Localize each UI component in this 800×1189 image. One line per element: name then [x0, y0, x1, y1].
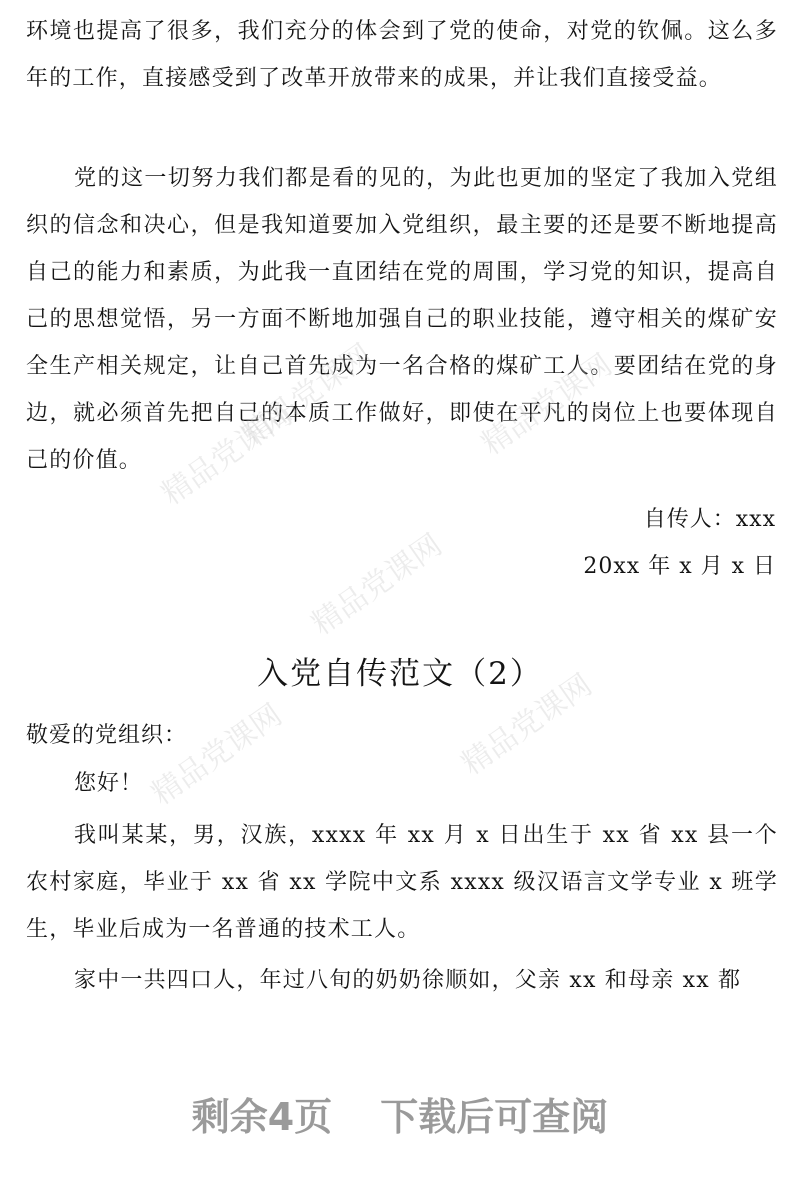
watermark-1: 精品党课网	[235, 337, 379, 453]
greeting: 您好！	[74, 771, 144, 796]
watermark-5: 精品党课网	[145, 697, 289, 813]
watermark-2: 精品党课网	[475, 347, 619, 463]
download-label: 下载后可查阅	[380, 1095, 609, 1139]
remaining-pages-label: 剩余4页	[191, 1095, 333, 1139]
watermark-3: 精品党课网	[155, 397, 299, 513]
signature-name: 自传人：xxx	[643, 507, 776, 532]
paragraph-3: 我叫某某，男，汉族，xxxx 年 xx 月 x 日出生于 xx 省 xx 县一个农村家庭，毕业于 xx 省 xx 学院中文系 xxxx 级汉语言文学专业 x 班学生，毕业后成为一名普通的技术工人。	[26, 823, 778, 942]
paragraph-2: 党的这一切努力我们都是看的见的，为此也更加的坚定了我加入党组织的信念和决心，但是我知道要加入党组织，最主要的还是要不断地提高自己的能力和素质，为此我一直团结在党的周围，学习党的知识，提高自己的思想觉悟，另一方面不断地加强自己的职业技能，遵守相关的煤矿安全生产相关规定，让自己首先成为一名合格的煤矿工人。要团结在党的身边，就必须首先把自己的本质工作做好，即使在平凡的岗位上也要体现自己的价值。	[26, 166, 778, 473]
watermark-4: 精品党课网	[305, 527, 449, 643]
paragraph-4: 家中一共四口人，年过八旬的奶奶徐顺如，父亲 xx 和母亲 xx 都	[74, 968, 742, 993]
section-title: 入党自传范文（2）	[257, 656, 543, 692]
paragraph-1: 环境也提高了很多，我们充分的体会到了党的使命，对党的钦佩。这么多年的工作，直接感受到了改革开放带来的成果，并让我们直接受益。	[26, 19, 778, 91]
salutation: 敬爱的党组织：	[26, 723, 188, 748]
signature-date: 20xx 年 x 月 x 日	[583, 554, 776, 579]
download-banner[interactable]	[0, 1086, 800, 1141]
watermark-6: 精品党课网	[455, 667, 599, 783]
